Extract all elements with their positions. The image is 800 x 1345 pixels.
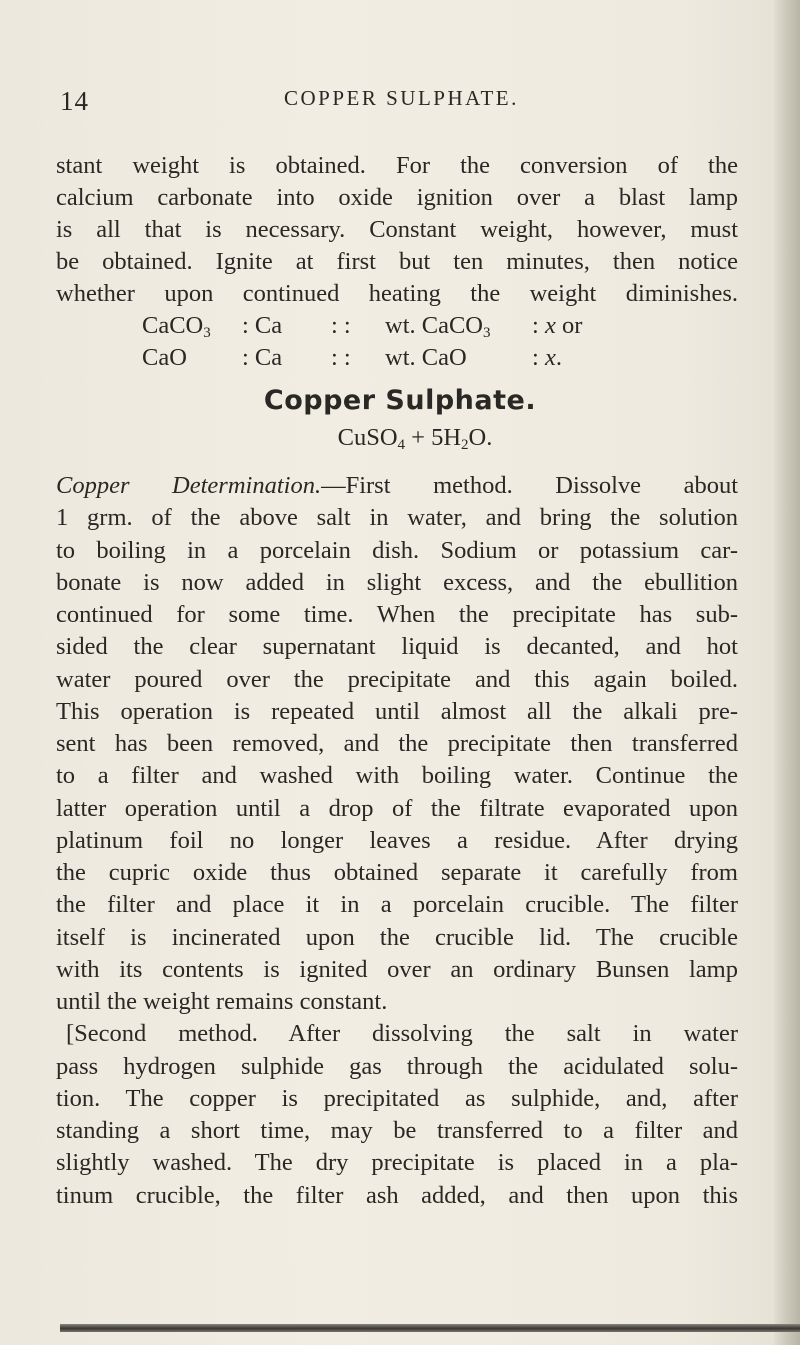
page-number: 14 — [60, 86, 89, 116]
proportion-term: CaO — [142, 344, 187, 371]
paragraph-continuation — [56, 150, 738, 310]
text-line: slightly washed. The dry precipitate is placed in a pla- — [56, 1149, 738, 1177]
text-line: Copper Determination.—First method. Dissolve about — [56, 472, 738, 499]
text-line: tinum crucible, the filter ash added, and then upon this — [56, 1181, 738, 1209]
text-line: continued for some time. When the precipitate has sub- — [56, 601, 738, 628]
proportion-term: wt. CaO — [385, 344, 467, 371]
text-line: sided the clear supernatant liquid is decanted, and hot — [56, 633, 738, 661]
text-line: stant weight is obtained. For the conversion of the — [56, 152, 738, 179]
proportion-term: : x or — [532, 312, 583, 339]
proportion-term: CaCO$_3$ — [142, 312, 211, 341]
text-line: bonate is now added in slight excess, and the ebullition — [56, 568, 738, 596]
page-header — [60, 80, 740, 120]
text-line: tion. The copper is precipitated as sulphide, and, after — [56, 1084, 738, 1112]
text-line: [Second method. After dissolving the salt in water — [66, 1020, 738, 1048]
proportion-term: : Ca — [242, 312, 283, 339]
text-line: water poured over the precipitate and this again boiled. — [56, 665, 738, 693]
text-line: latter operation until a drop of the filtrate evaporated upon — [56, 794, 738, 822]
bottom-binding-edge — [60, 1324, 800, 1332]
text-line: the filter and place it in a porcelain crucible. The filter — [56, 891, 738, 919]
text-line: until the weight remains constant. — [56, 988, 388, 1015]
running-head: COPPER SULPHATE. — [284, 86, 519, 110]
proportion-term: : Ca — [242, 344, 283, 371]
text-line: itself is incinerated upon the crucible lid. The crucible — [56, 923, 738, 951]
text-line: whether upon continued heating the weight diminishes. — [56, 280, 738, 308]
page-edge-shadow — [774, 0, 800, 1345]
copper-determination-text — [56, 470, 738, 1212]
text-line: to a filter and washed with boiling water. Continue the — [56, 762, 738, 790]
text-line: calcium carbonate into oxide ignition over a blast lamp — [56, 184, 738, 212]
proportion-separator: : : — [331, 312, 351, 339]
proportion-term: : x. — [532, 344, 562, 371]
text-line: 1 grm. of the above salt in water, and bring the solution — [56, 504, 738, 532]
text-line: platinum foil no longer leaves a residue. After drying — [56, 826, 738, 854]
proportion-term: wt. CaCO$_3$ — [385, 312, 491, 341]
text-line: to boiling in a porcelain dish. Sodium or potassium car- — [56, 536, 738, 564]
paragraph-lead: Copper Determination. — [56, 472, 322, 499]
text-line: be obtained. Ignite at first but ten minutes, then notice — [56, 248, 738, 276]
text-line: This operation is repeated until almost all the alkali pre- — [56, 697, 738, 725]
proportion-separator: : : — [331, 344, 351, 371]
text-line: is all that is necessary. Constant weight, however, must — [56, 216, 738, 244]
text-line: sent has been removed, and the precipitate then transferred — [56, 730, 738, 757]
text-line: the cupric oxide thus obtained separate it carefully from — [56, 859, 738, 886]
chemical-formula: CuSO$_4$ + $5H_2O$. — [337, 424, 493, 453]
section-heading: Copper Sulphate. — [263, 385, 537, 416]
text-line: with its contents is ignited over an ordinary Bunsen lamp — [56, 955, 738, 983]
text-line: pass hydrogen sulphide gas through the acidulated solu- — [56, 1052, 738, 1080]
text-line: standing a short time, may be transferred to a filter and — [56, 1117, 738, 1144]
